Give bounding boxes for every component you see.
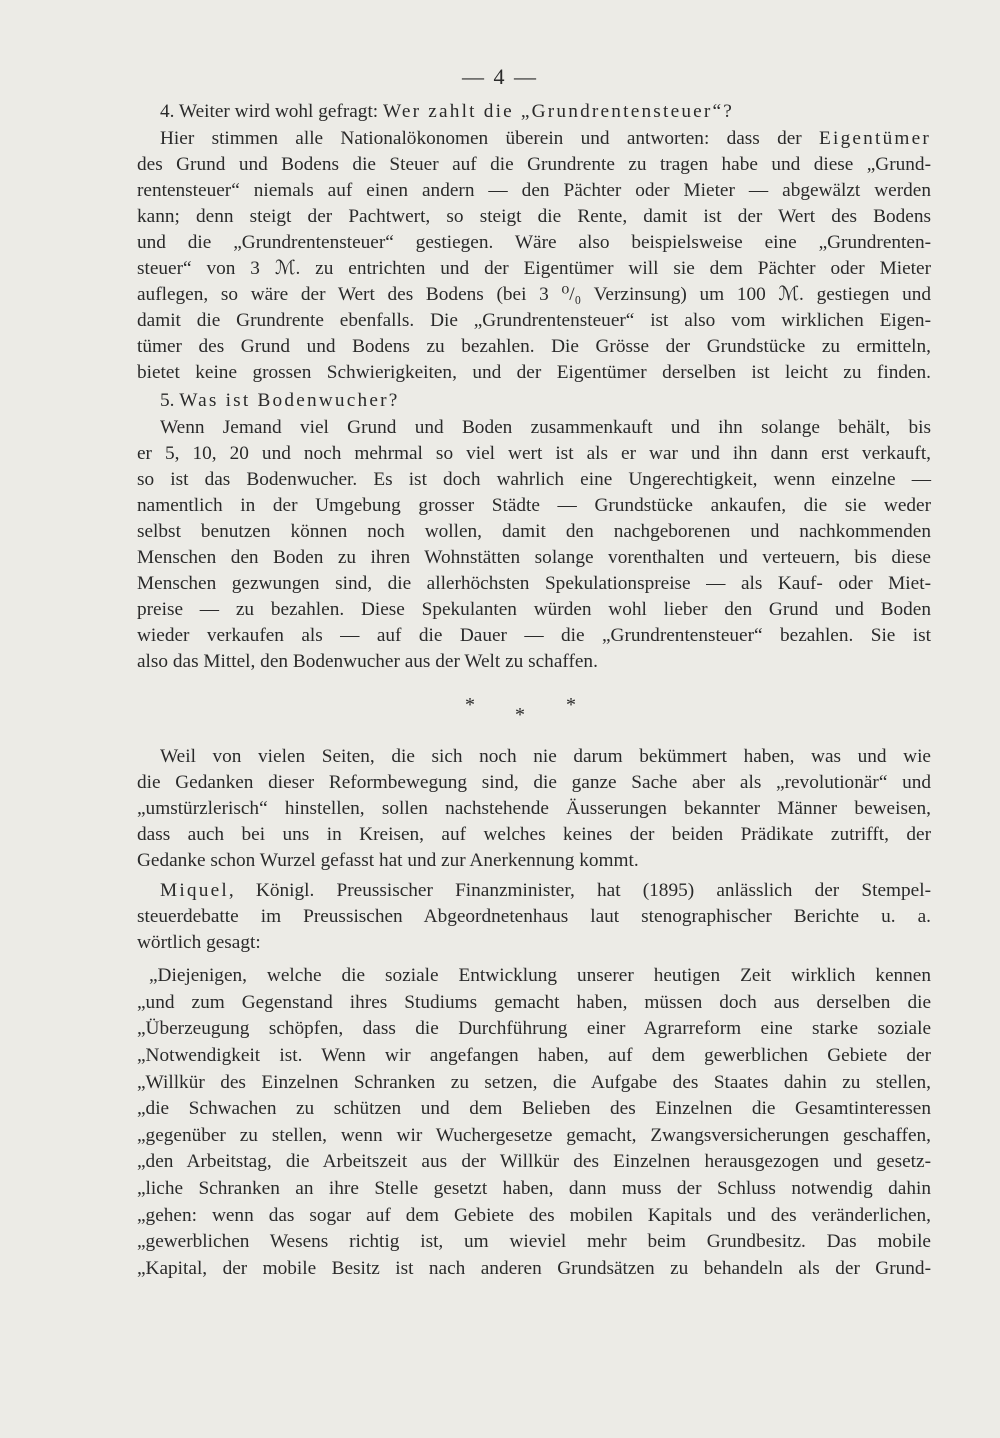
quote-line: „gegenüber zu stellen, wenn wir Wuchergesetze gemacht, Zwangsversicherungen geschaffen, [137, 1125, 931, 1146]
text-line: Hier stimmen alle Nationalökonomen überein und antworten: dass der Eigentümer [160, 128, 931, 149]
page-number: — 4 — [462, 64, 538, 89]
text-line: Wenn Jemand viel Grund und Boden zusammenkauft und ihn solange behält, bis [160, 417, 931, 438]
text-line: damit die Grundrente ebenfalls. Die „Grundrentensteuer“ ist also vom wirklichen Eigen- [137, 310, 931, 331]
text-line: er 5, 10, 20 und noch mehrmal so viel wert ist als er war und ihn dann erst verkauft, [137, 443, 931, 464]
quote-line: „Diejenigen, welche die soziale Entwicklung unserer heutigen Zeit wirklich kennen [149, 965, 931, 986]
text-line: die Gedanken dieser Reformbewegung sind, die ganze Sache aber als „revolutionär“ und [137, 772, 931, 793]
text-line: Weil von vielen Seiten, die sich noch nie darum bekümmert haben, was und wie [160, 746, 931, 767]
quote-line: „Notwendigkeit ist. Wenn wir angefangen haben, auf dem gewerblichen Gebiete der [137, 1045, 931, 1066]
quote-line: „Überzeugung schöpfen, dass die Durchführung einer Agrarreform eine starke soziale [137, 1018, 931, 1039]
text-line: auflegen, so wäre der Wert des Bodens (bei 3 ⁰/₀ Verzinsung) um 100 ℳ. gestiegen und [137, 284, 931, 305]
text-line: tümer des Grund und Bodens zu bezahlen. Die Grösse der Grundstücke zu ermitteln, [137, 336, 931, 357]
quote-line: „gewerblichen Wesens richtig ist, um wieviel mehr beim Grundbesitz. Das mobile [137, 1231, 931, 1252]
text-line: so ist das Bodenwucher. Es ist doch wahrlich eine Ungerechtigkeit, wenn einzelne — [137, 469, 931, 490]
quote-line: „Willkür des Einzelnen Schranken zu setzen, die Aufgabe des Staates dahin zu stellen, [137, 1072, 931, 1093]
quote-line: „und zum Gegenstand ihres Studiums gemacht haben, müssen doch aus derselben die [137, 992, 931, 1013]
separator-star: * [566, 694, 576, 716]
text-line: kann; denn steigt der Pachtwert, so steigt die Rente, damit ist der Wert des Bodens [137, 206, 931, 227]
text-line: und die „Grundrentensteuer“ gestiegen. Wäre also beispielsweise eine „Grundrenten- [137, 232, 931, 253]
quote-line: „die Schwachen zu schützen und dem Belieben des Einzelnen die Gesamtinteressen [137, 1098, 931, 1119]
separator-star: * [515, 704, 525, 726]
text-line: steuerdebatte im Preussischen Abgeordnetenhaus laut stenographischer Berichte u. a. [137, 906, 931, 927]
text-line: wieder verkaufen als — auf die Dauer — die „Grundrentensteuer“ bezahlen. Sie ist [137, 625, 931, 646]
quote-line: „liche Schranken an ihre Stelle gesetzt haben, dann muss der Schluss notwendig dahin [137, 1178, 931, 1199]
text-line: Miquel, Königl. Preussischer Finanzminister, hat (1895) anlässlich der Stempel- [160, 880, 931, 901]
text-line: wörtlich gesagt: [137, 932, 261, 953]
quote-line: „gehen: wenn das sogar auf dem Gebiete des mobilen Kapitals und des veränderlichen, [137, 1205, 931, 1226]
text-line: Gedanke schon Wurzel gefasst hat und zur Anerkennung kommt. [137, 850, 639, 871]
text-line: also das Mittel, den Bodenwucher aus der Welt zu schaffen. [137, 651, 598, 672]
text-line: des Grund und Bodens die Steuer auf die Grundrente zu tragen habe und diese „Grund- [137, 154, 931, 175]
text-line: rentensteuer“ niemals auf einen andern — den Pächter oder Mieter — abgewälzt werden [137, 180, 931, 201]
quote-line: „den Arbeitstag, die Arbeitszeit aus der Willkür des Einzelnen herausgezogen und gesetz- [137, 1151, 931, 1172]
text-line: namentlich in der Umgebung grosser Städte — Grundstücke ankaufen, die sie weder [137, 495, 931, 516]
text-line: bietet keine grossen Schwierigkeiten, und der Eigentümer derselben ist leicht zu finden. [137, 362, 931, 383]
section-separator [0, 690, 1000, 726]
text-line: preise — zu bezahlen. Diese Spekulanten würden wohl lieber den Grund und Boden [137, 599, 931, 620]
separator-star: * [465, 694, 475, 716]
section-5-title: 5. Was ist Bodenwucher? [160, 390, 400, 411]
section-4-title: 4. Weiter wird wohl gefragt: Wer zahlt die „Grundrentensteuer“? [160, 101, 735, 122]
text-line: selbst benutzen können noch wollen, damit den nachgeborenen und nachkommenden [137, 521, 931, 542]
text-line: Menschen gezwungen sind, die allerhöchsten Spekulationspreise — als Kauf- oder Miet- [137, 573, 931, 594]
text-line: Menschen den Boden zu ihren Wohnstätten solange vorenthalten und verteuern, bis diese [137, 547, 931, 568]
quote-line: „Kapital, der mobile Besitz ist nach anderen Grundsätzen zu behandeln als der Grund- [137, 1258, 931, 1279]
person-name: Miquel [160, 880, 229, 901]
text-line: steuer“ von 3 ℳ. zu entrichten und der Eigentümer will sie dem Pächter oder Mieter [137, 258, 931, 279]
text-line: „umstürzlerisch“ hinstellen, sollen nachstehende Äusserungen bekannter Männer beweisen, [137, 798, 931, 819]
text-line: dass auch bei uns in Kreisen, auf welches keines der beiden Prädikate zutrifft, der [137, 824, 931, 845]
